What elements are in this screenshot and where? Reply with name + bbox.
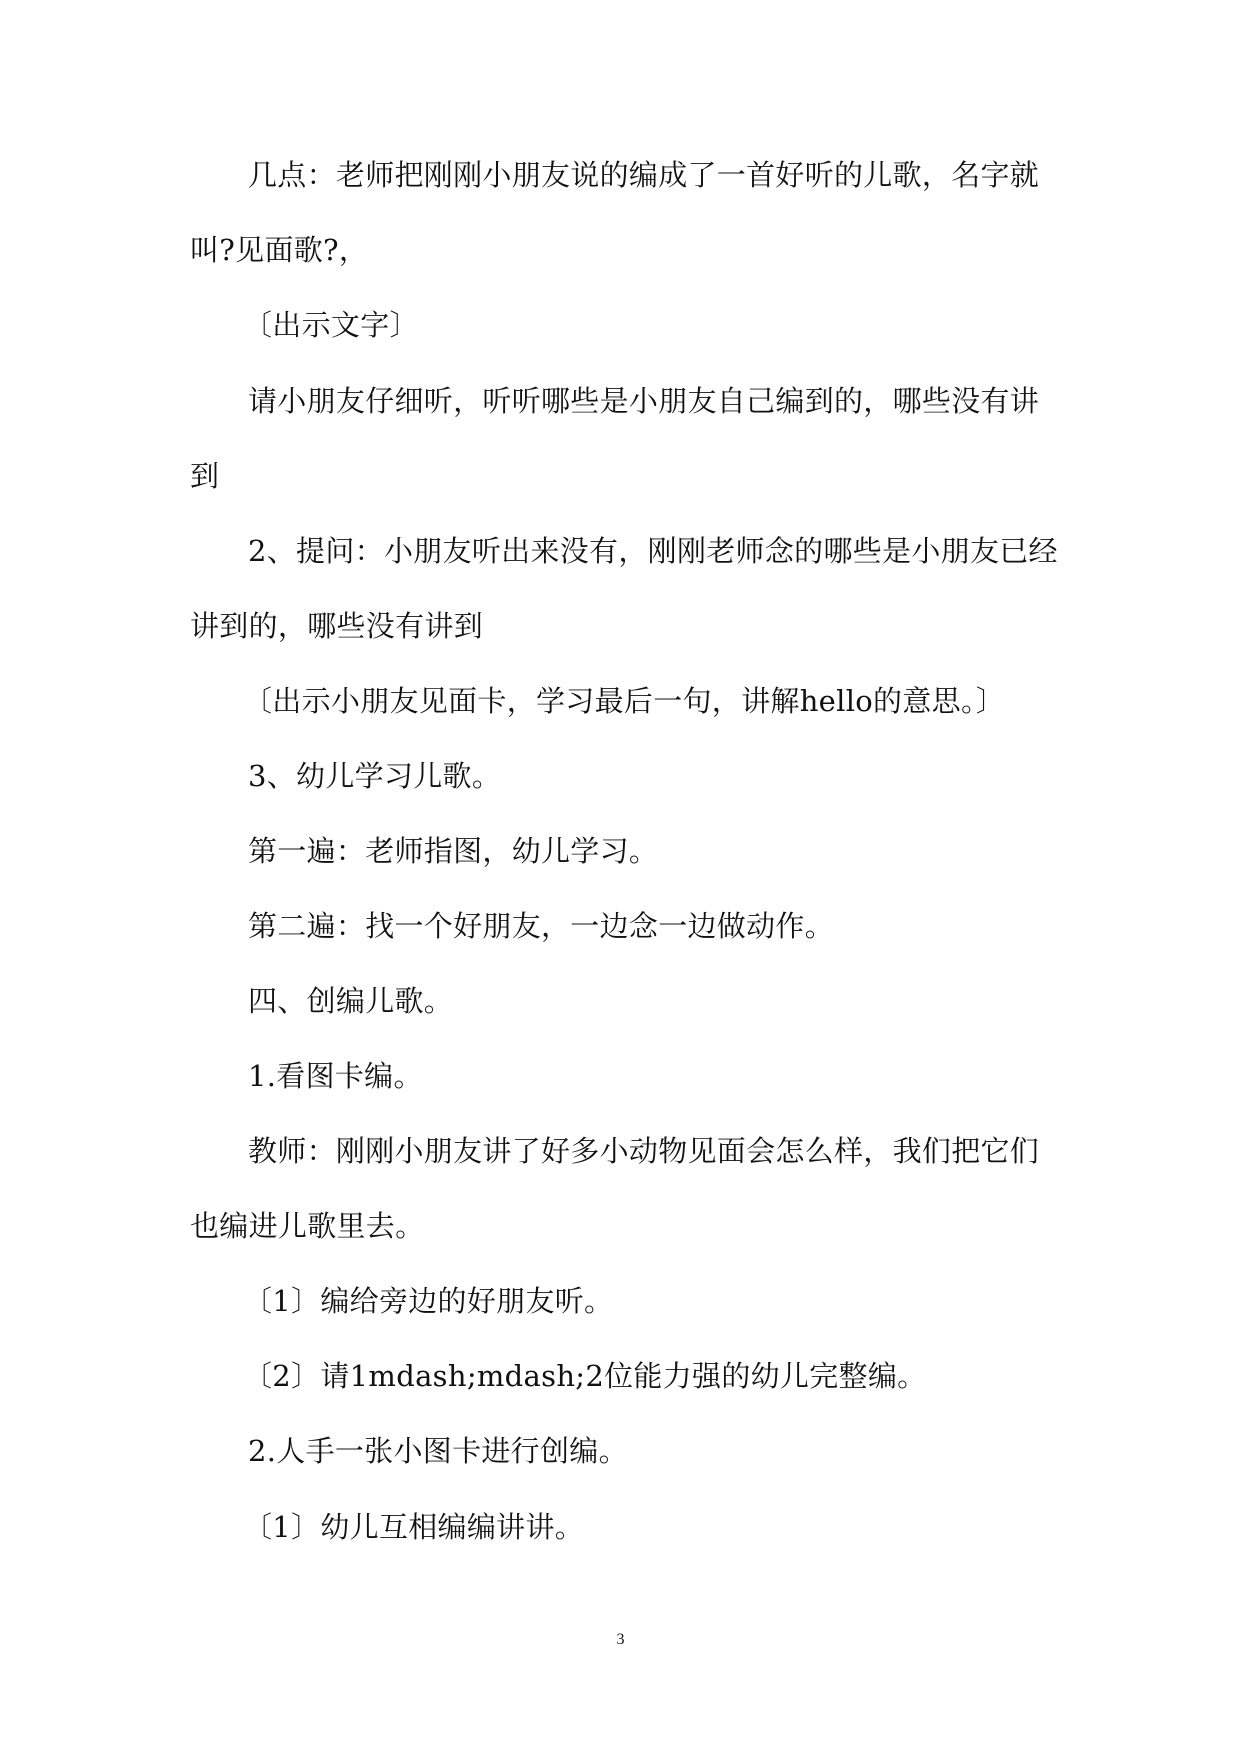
paragraph-line: 第二遍：找一个好朋友，一边念一边做动作。: [248, 909, 835, 943]
page-number: 3: [616, 1631, 625, 1648]
paragraph-line: 1.看图卡编。: [248, 1059, 423, 1093]
paragraph-line: 也编进儿歌里去。: [190, 1209, 425, 1243]
paragraph-line: 几点：老师把刚刚小朋友说的编成了一首好听的儿歌，名字就: [248, 158, 1040, 192]
paragraph-line: 2.人手一张小图卡进行创编。: [248, 1434, 628, 1468]
paragraph-line: 请小朋友仔细听，听听哪些是小朋友自己编到的，哪些没有讲: [248, 384, 1040, 418]
paragraph-line: 〔2〕请1mdash;mdash;2位能力强的幼儿完整编。: [243, 1359, 927, 1393]
paragraph-line: 到: [190, 459, 220, 493]
paragraph-line: 第一遍：老师指图，幼儿学习。: [248, 834, 659, 868]
paragraph-line: 讲到的，哪些没有讲到: [190, 609, 484, 643]
paragraph-line: 2、提问：小朋友听出来没有，刚刚老师念的哪些是小朋友已经: [248, 534, 1058, 568]
paragraph-line: 〔1〕幼儿互相编编讲讲。: [243, 1510, 585, 1544]
section-heading: 四、创编儿歌。: [248, 984, 454, 1018]
paragraph-line: 〔出示小朋友见面卡，学习最后一句，讲解hello的意思。〕: [243, 684, 1006, 718]
paragraph-line: 3、幼儿学习儿歌。: [248, 759, 502, 793]
paragraph-line: 〔1〕编给旁边的好朋友听。: [243, 1284, 614, 1318]
paragraph-line: 〔出示文字〕: [243, 308, 419, 342]
paragraph-line: 教师：刚刚小朋友讲了好多小动物见面会怎么样，我们把它们: [248, 1134, 1040, 1168]
paragraph-line: 叫?见面歌?，: [190, 233, 369, 267]
